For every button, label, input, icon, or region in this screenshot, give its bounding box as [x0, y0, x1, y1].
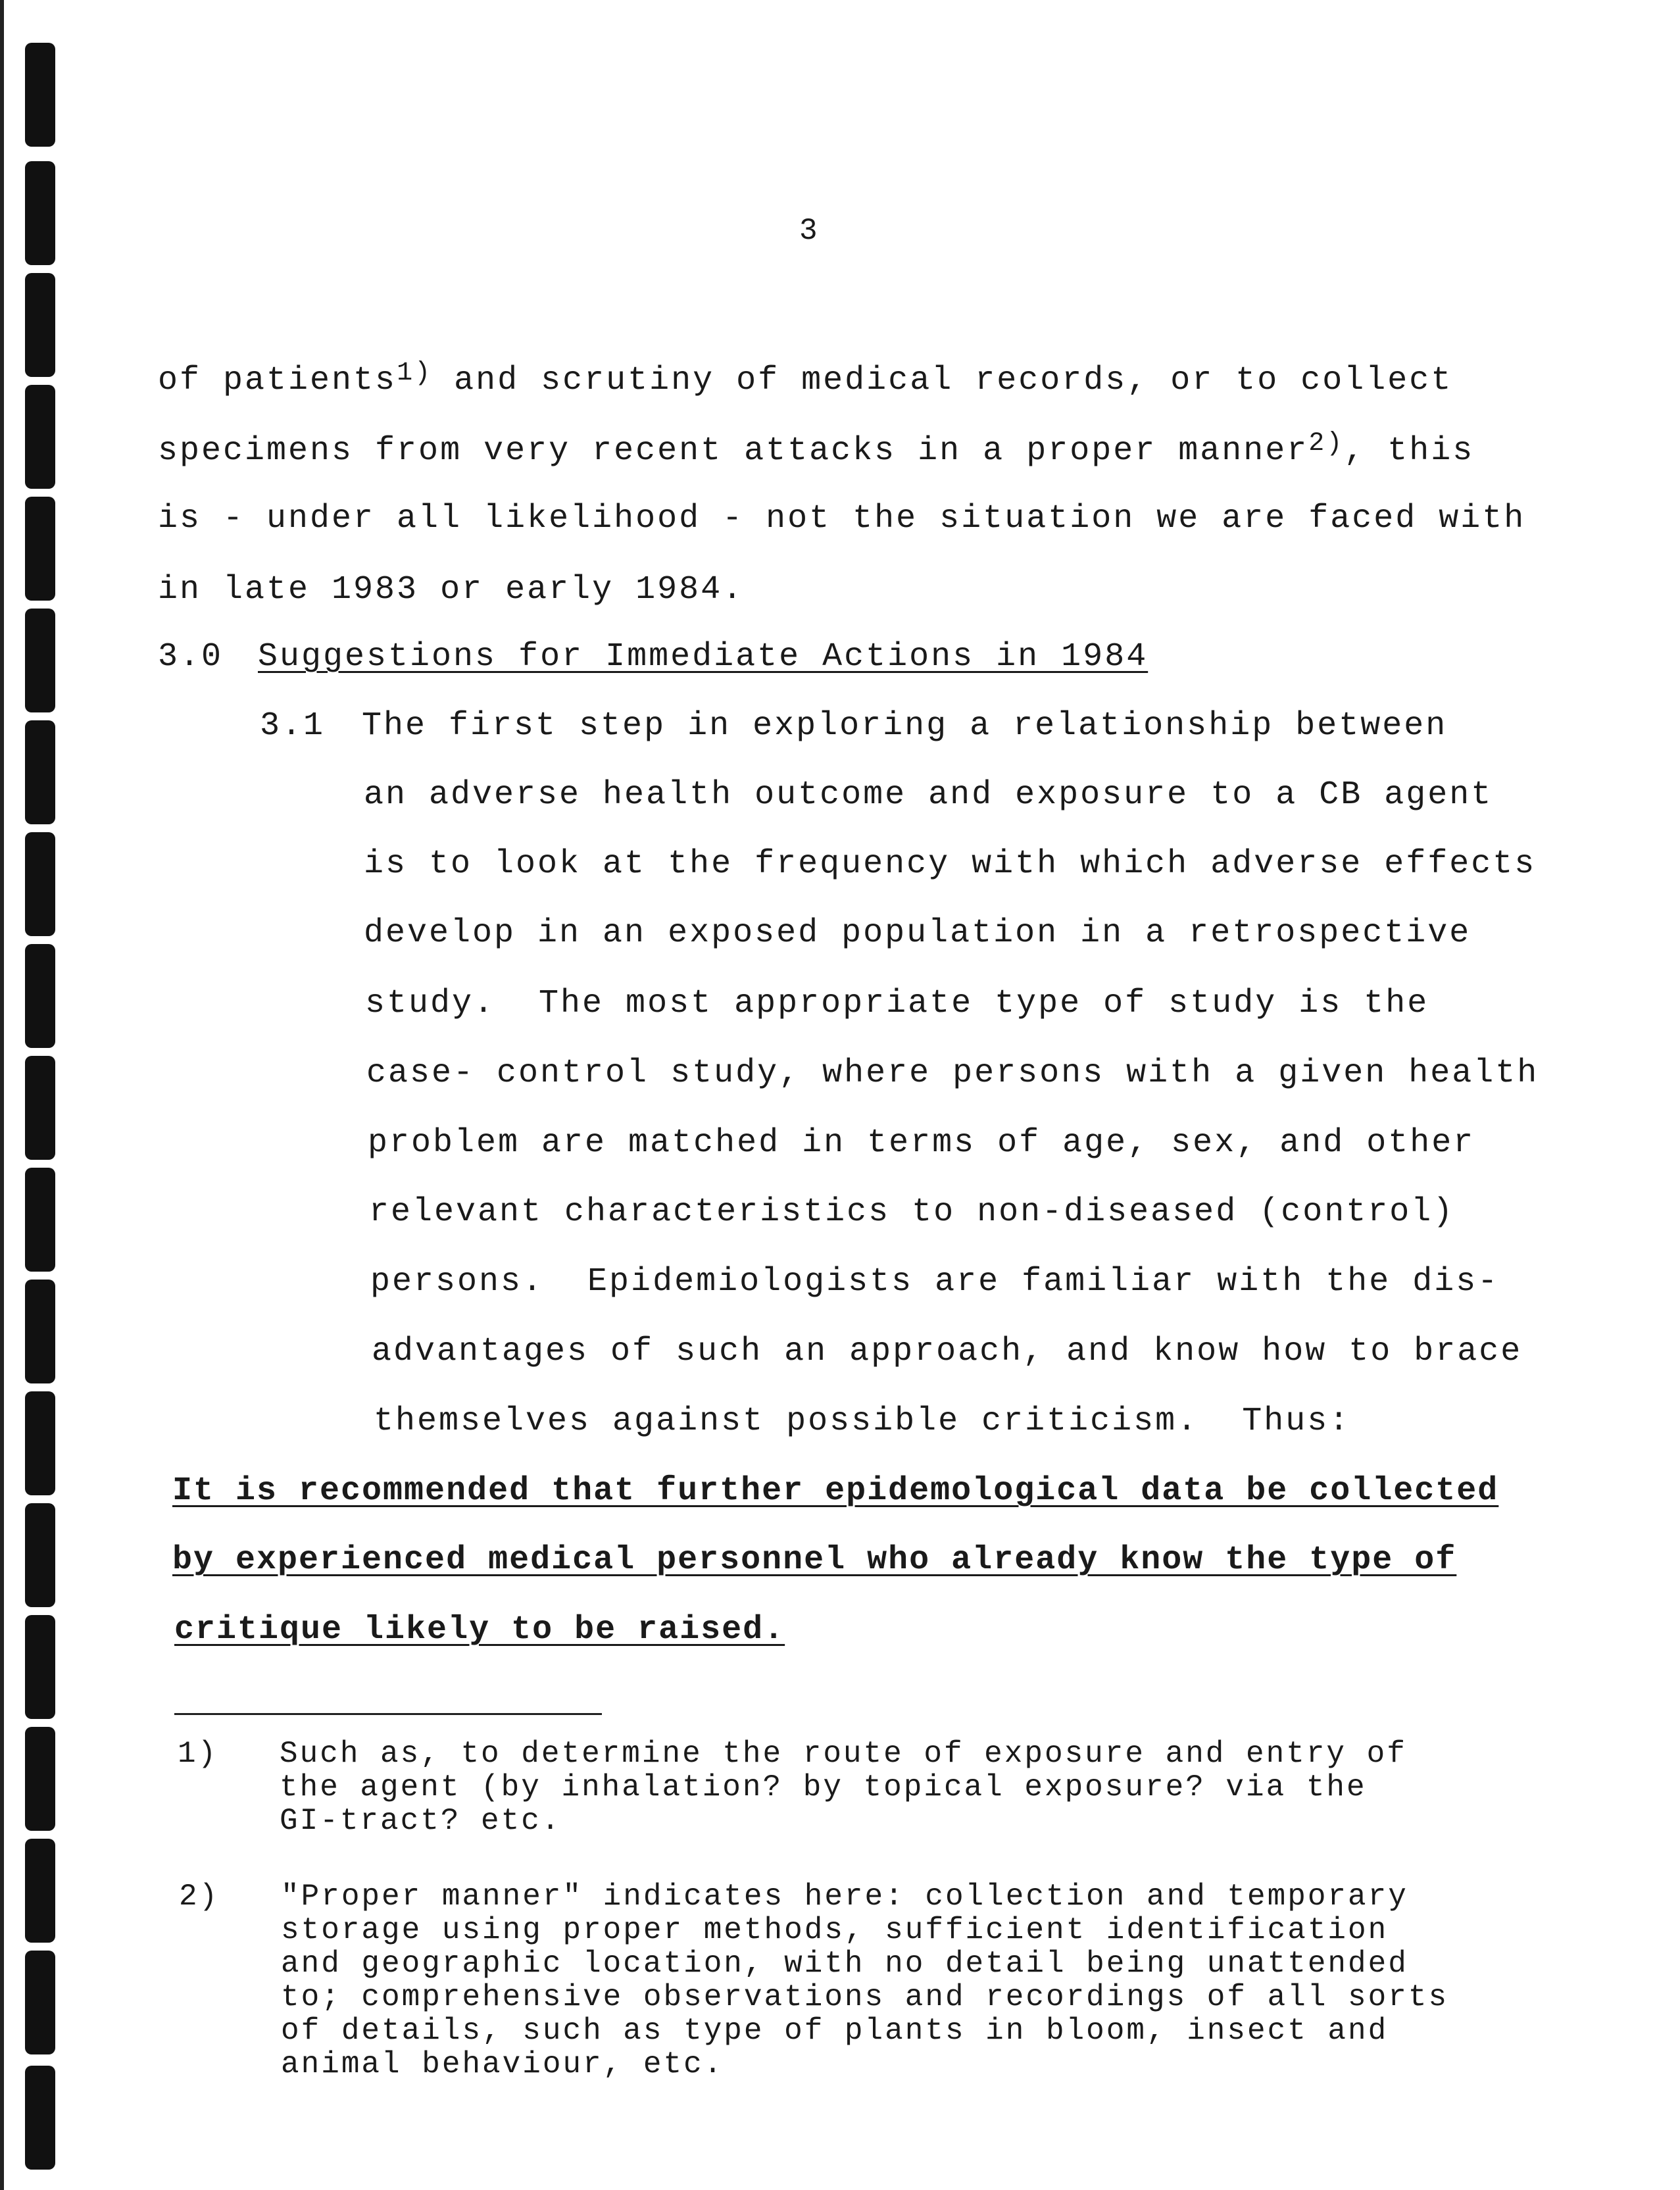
binder-hole	[25, 944, 55, 1048]
footnote-line: GI-tract? etc.	[280, 1804, 562, 1838]
footnote-rule	[174, 1713, 602, 1715]
binder-hole	[25, 1951, 55, 2054]
binder-holes	[0, 0, 72, 2190]
intro-text: specimens from very recent attacks in a proper manner	[158, 432, 1309, 470]
binder-hole	[25, 1056, 55, 1160]
paragraph-line: is - under all likelihood - not the situation we are faced with	[158, 500, 1526, 537]
footnote-line: animal behaviour, etc.	[281, 2047, 724, 2081]
subsection-line: relevant characteristics to non-diseased (control)	[369, 1193, 1455, 1231]
subsection-line: is to look at the frequency with which adverse effects	[364, 845, 1537, 883]
footnote-line: storage using proper methods, sufficient identification	[281, 1913, 1389, 1947]
footnote-line: the agent (by inhalation? by topical exposure? via the	[280, 1770, 1367, 1804]
recommendation-line: critique likely to be raised.	[174, 1611, 785, 1649]
binder-hole	[25, 1727, 55, 1831]
subsection-line: advantages of such an approach, and know how to brace	[372, 1333, 1523, 1370]
binder-hole	[25, 385, 55, 489]
subsection-line: persons. Epidemiologists are familiar with the dis-	[370, 1263, 1500, 1301]
footnote-line: of details, such as type of plants in bloom, insect and	[281, 2014, 1389, 2048]
subsection-line: study. The most appropriate type of study is the	[365, 985, 1429, 1022]
section-title: Suggestions for Immediate Actions in 1984	[258, 638, 1149, 676]
binder-hole	[25, 1503, 55, 1607]
binder-hole	[25, 2066, 55, 2170]
footnote-line: Such as, to determine the route of exposure and entry of	[280, 1737, 1407, 1771]
paragraph-line: in late 1983 or early 1984.	[158, 571, 745, 609]
binder-hole	[25, 1168, 55, 1272]
binder-hole	[25, 1391, 55, 1495]
binder-hole	[25, 1615, 55, 1719]
binder-hole	[25, 1839, 55, 1943]
section-number: 3.0	[158, 638, 224, 676]
binder-hole	[25, 161, 55, 265]
footnote-ref-2: 2)	[1308, 429, 1345, 459]
paragraph-line	[158, 359, 1452, 399]
paragraph-line	[158, 429, 1474, 470]
footnote-mark: 1)	[178, 1737, 218, 1771]
subsection-line: The first step in exploring a relationship between	[362, 707, 1448, 745]
footnote-text	[281, 1880, 1448, 2081]
binder-hole	[25, 1280, 55, 1383]
subsection-line: case- control study, where persons with a given health	[366, 1055, 1539, 1092]
subsection-line: themselves against possible criticism. Thus:	[374, 1403, 1351, 1440]
footnote-line: to; comprehensive observations and recordings of all sorts	[281, 1980, 1449, 2014]
footnote-ref-1: 1)	[397, 359, 433, 388]
subsection-line: problem are matched in terms of age, sex, and other	[368, 1124, 1475, 1162]
footnote-1	[178, 1737, 1506, 1843]
recommendation-line: It is recommended that further epidemological data be collected	[172, 1472, 1499, 1510]
footnote-mark: 2)	[179, 1879, 220, 1914]
binder-hole	[25, 720, 55, 824]
page-number: 3	[799, 214, 818, 248]
footnote-line: "Proper manner" indicates here: collection and temporary	[281, 1879, 1408, 1914]
footnote-line: and geographic location, with no detail being unattended	[281, 1947, 1408, 1981]
binder-hole	[25, 273, 55, 377]
recommendation-line: by experienced medical personnel who already know the type of	[172, 1541, 1457, 1579]
intro-text: and scrutiny of medical records, or to collect	[454, 362, 1453, 399]
binder-hole	[25, 609, 55, 712]
footnote-2	[179, 1880, 1514, 2091]
subsection-number: 3.1	[260, 707, 326, 745]
subsection-line: an adverse health outcome and exposure to a CB agent	[364, 776, 1493, 814]
intro-text: , this	[1344, 432, 1475, 470]
subsection-line: develop in an exposed population in a retrospective	[364, 914, 1471, 952]
binder-hole	[25, 43, 55, 147]
intro-prefix: of patients	[158, 362, 397, 399]
binder-hole	[25, 497, 55, 601]
binder-hole	[25, 832, 55, 936]
footnote-text	[280, 1737, 1407, 1838]
